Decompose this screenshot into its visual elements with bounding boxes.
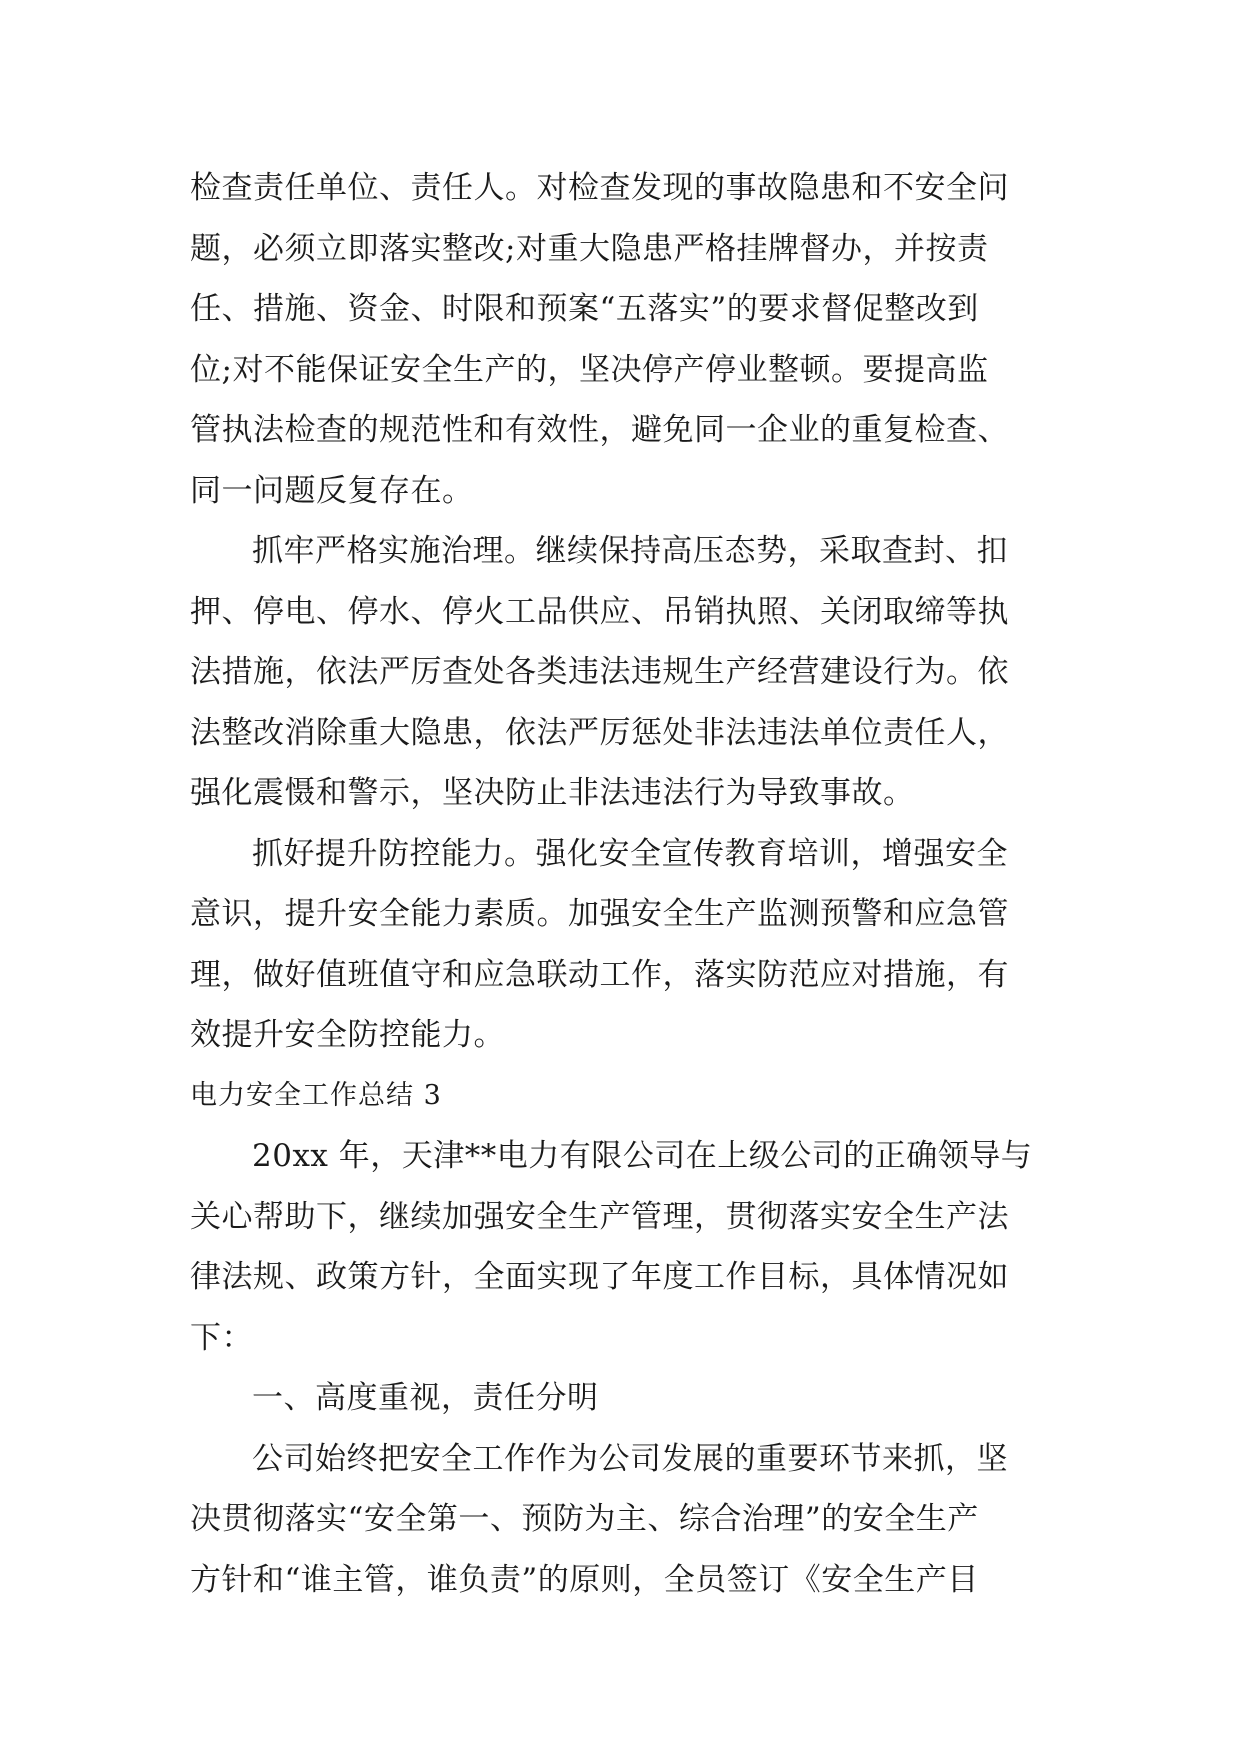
text-line: 法措施，依法严厉查处各类违法违规生产经营建设行为。依 [190,654,1009,690]
text-line: 题，必须立即落实整改;对重大隐患严格挂牌督办，并按责 [190,230,989,267]
paragraph-first-line: 公司始终把安全工作作为公司发展的重要环节来抓，坚 [252,1440,1008,1477]
paragraph-first-line: 20xx 年，天津**电力有限公司在上级公司的正确领导与 [252,1138,1033,1174]
text-line: 关心帮助下，继续加强安全生产管理，贯彻落实安全生产法 [190,1198,1009,1235]
subheading: 一、高度重视，责任分明 [252,1380,599,1416]
text-line: 押、停电、停水、停火工品供应、吊销执照、关闭取缔等执 [190,593,1009,630]
text-line: 检查责任单位、责任人。对检查发现的事故隐患和不安全问 [190,170,1009,206]
paragraph-first-line: 抓牢严格实施治理。继续保持高压态势，采取查封、扣 [252,533,1008,569]
text-line: 强化震慑和警示，坚决防止非法违法行为导致事故。 [190,775,915,811]
text-line: 意识，提升安全能力素质。加强安全生产监测预警和应急管 [190,896,1009,932]
document-body [190,158,1060,1610]
text-line: 位;对不能保证安全生产的，坚决停产停业整顿。要提高监 [190,351,989,388]
text-line: 方针和“谁主管，谁负责”的原则，全员签订《安全生产目 [190,1561,979,1598]
text-line: 律法规、政策方针，全面实现了年度工作目标，具体情况如 [190,1259,1009,1295]
text-line: 效提升安全防控能力。 [190,1017,505,1053]
text-line: 法整改消除重大隐患，依法严厉惩处非法违法单位责任人， [190,714,1009,751]
section-heading: 电力安全工作总结 3 [190,1079,442,1111]
text-line: 任、措施、资金、时限和预案“五落实”的要求督促整改到 [190,291,979,327]
paragraph-first-line: 抓好提升防控能力。强化安全宣传教育培训，增强安全 [252,835,1008,872]
text-line: 同一问题反复存在。 [190,472,474,509]
text-line: 管执法检查的规范性和有效性，避免同一企业的重复检查、 [190,412,1009,448]
text-line: 理，做好值班值守和应急联动工作，落实防范应对措施，有 [190,956,1009,993]
text-line: 决贯彻落实“安全第一、预防为主、综合治理”的安全生产 [190,1501,979,1537]
text-line: 下： [190,1319,253,1356]
